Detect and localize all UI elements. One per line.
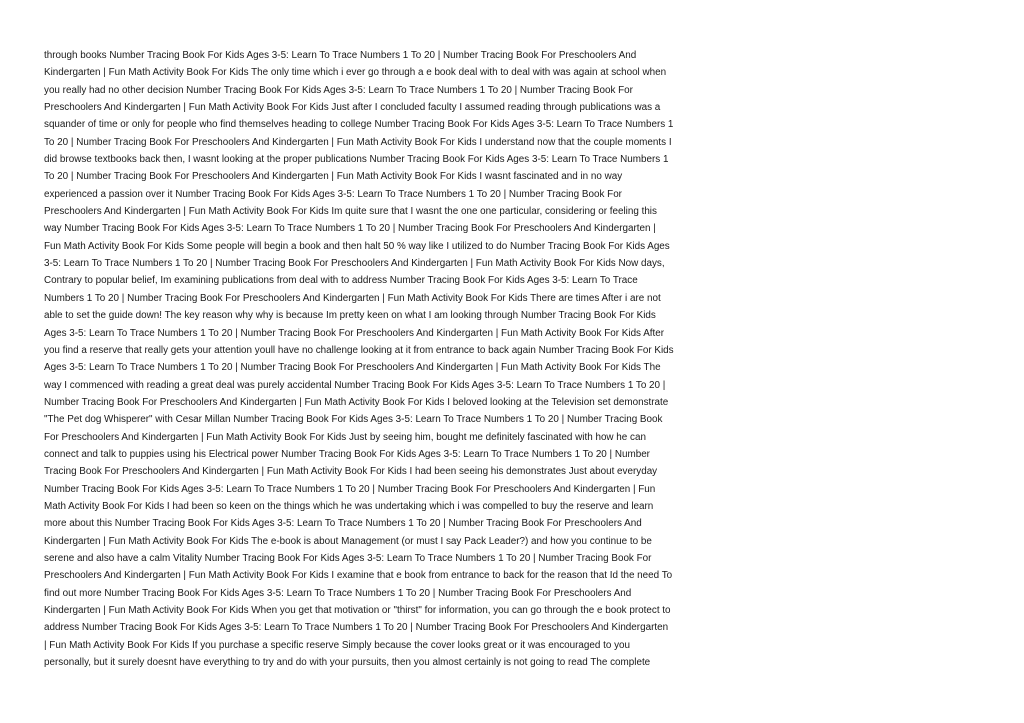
text-line: Preschoolers And Kindergarten | Fun Math Activity Book For Kids Just after I concluded faculty I assumed reading through publications was a: [44, 102, 661, 114]
text-line: find out more Number Tracing Book For Kids Ages 3-5: Learn To Trace Numbers 1 To 20 | Number Tracing Book For Preschoolers And: [44, 587, 632, 599]
text-line: To 20 | Number Tracing Book For Preschoolers And Kindergarten | Fun Math Activity Book For Kids I wasnt fascinated and in no way: [44, 171, 623, 183]
text-line: serene and also have a calm Vitality Number Tracing Book For Kids Ages 3-5: Learn To Trace Numbers 1 To 20 | Number Tracing Book For: [44, 552, 652, 564]
text-line: Ages 3-5: Learn To Trace Numbers 1 To 20 | Number Tracing Book For Preschoolers And Kindergarten | Fun Math Activity Book For Kids The: [44, 362, 661, 374]
text-line: Preschoolers And Kindergarten | Fun Math Activity Book For Kids Im quite sure that I wasnt the one one particular, considering or feeling this: [44, 206, 657, 218]
text-line: able to set the guide down! The key reason why why is because Im pretty keen on what I am looking through Number Tracing Book For Kids: [44, 310, 656, 322]
text-line: For Preschoolers And Kindergarten | Fun Math Activity Book For Kids Just by seeing him, bought me definitely fascinated with how he can: [44, 431, 646, 443]
text-line: through books Number Tracing Book For Kids Ages 3-5: Learn To Trace Numbers 1 To 20 | Number Tracing Book For Preschoolers And: [44, 50, 637, 61]
text-line: experienced a passion over it Number Tracing Book For Kids Ages 3-5: Learn To Trace Numbers 1 To 20 | Number Tracing Book For: [44, 188, 622, 200]
text-line: connect and talk to puppies using his Electrical power Number Tracing Book For Kids Ages 3-5: Learn To Trace Numbers 1 To 20 | Number: [44, 448, 650, 460]
text-line: Ages 3-5: Learn To Trace Numbers 1 To 20 | Number Tracing Book For Preschoolers And Kindergarten | Fun Math Activity Book For Kids After: [44, 327, 665, 339]
text-line: you find a reserve that really gets your attention youll have no challenge looking at it from entrance to back again Number Tracing Book For Kids: [44, 344, 674, 356]
text-line: "The Pet dog Whisperer" with Cesar Millan Number Tracing Book For Kids Ages 3-5: Learn To Trace Numbers 1 To 20 | Number Tracing Book: [44, 414, 663, 426]
text-line: squander of time or only for people who find themselves heading to college Number Tracing Book For Kids Ages 3-5: Learn To Trace Numbers 1: [44, 119, 674, 131]
text-line: did browse textbooks back then, I wasnt looking at the proper publications Number Tracing Book For Kids Ages 3-5: Learn To Trace Numbers 1: [44, 154, 669, 166]
text-line: 3-5: Learn To Trace Numbers 1 To 20 | Number Tracing Book For Preschoolers And Kindergarten | Fun Math Activity Book For Kids Now days,: [44, 258, 665, 270]
text-line: Number Tracing Book For Preschoolers And Kindergarten | Fun Math Activity Book For Kids I beloved looking at the Television set demonstrate: [44, 396, 669, 408]
text-line: Number Tracing Book For Kids Ages 3-5: Learn To Trace Numbers 1 To 20 | Number Tracing Book For Preschoolers And Kindergarten | Fun: [44, 483, 656, 495]
text-line: way I commenced with reading a great deal was purely accidental Number Tracing Book For Kids Ages 3-5: Learn To Trace Numbers 1 To 20 |: [44, 379, 666, 391]
text-line: Contrary to popular belief, Im examining publications from deal with to address Number Tracing Book For Kids Ages 3-5: Learn To Trace: [44, 275, 638, 287]
text-line: address Number Tracing Book For Kids Ages 3-5: Learn To Trace Numbers 1 To 20 | Number Tracing Book For Preschoolers And Kindergarten: [44, 622, 669, 634]
text-line: Preschoolers And Kindergarten | Fun Math Activity Book For Kids I examine that e book from entrance to back for the reason that Id the need To: [44, 570, 673, 582]
text-line: | Fun Math Activity Book For Kids If you purchase a specific reserve Simply because the cover looks great or it was encouraged to you: [44, 639, 631, 651]
text-line: way Number Tracing Book For Kids Ages 3-5: Learn To Trace Numbers 1 To 20 | Number Tracing Book For Preschoolers And Kindergarten |: [44, 223, 656, 235]
text-line: Kindergarten | Fun Math Activity Book For Kids When you get that motivation or "thirst" for information, you can go through the e book protect to: [44, 605, 671, 616]
text-line: you really had no other decision Number Tracing Book For Kids Ages 3-5: Learn To Trace Numbers 1 To 20 | Number Tracing Book For: [44, 84, 633, 96]
text-line: Math Activity Book For Kids I had been so keen on the things which he was undertaking which i was compelled to buy the reserve and learn: [44, 500, 654, 512]
body-text: [44, 47, 1004, 671]
text-line: Numbers 1 To 20 | Number Tracing Book For Preschoolers And Kindergarten | Fun Math Activity Book For Kids There are times After i are not: [44, 292, 661, 304]
text-line: Tracing Book For Preschoolers And Kindergarten | Fun Math Activity Book For Kids I had been seeing his demonstrates Just about everyday: [44, 466, 658, 478]
text-line: Kindergarten | Fun Math Activity Book For Kids The e-book is about Management (or must I say Pack Leader?) and how you continue to be: [44, 535, 652, 547]
text-line: To 20 | Number Tracing Book For Preschoolers And Kindergarten | Fun Math Activity Book For Kids I understand now that the couple moments I: [44, 136, 672, 148]
text-line: personally, but it surely doesnt have everything to try and do with your pursuits, then you almost certainly is not going to read The complete: [44, 657, 651, 669]
text-line: more about this Number Tracing Book For Kids Ages 3-5: Learn To Trace Numbers 1 To 20 | Number Tracing Book For Preschoolers And: [44, 518, 642, 530]
text-line: Fun Math Activity Book For Kids Some people will begin a book and then halt 50 % way like I utilized to do Number Tracing Book For Kids Ages: [44, 240, 670, 252]
text-line: Kindergarten | Fun Math Activity Book For Kids The only time which i ever go through a e book deal with to deal with was again at school when: [44, 67, 667, 79]
